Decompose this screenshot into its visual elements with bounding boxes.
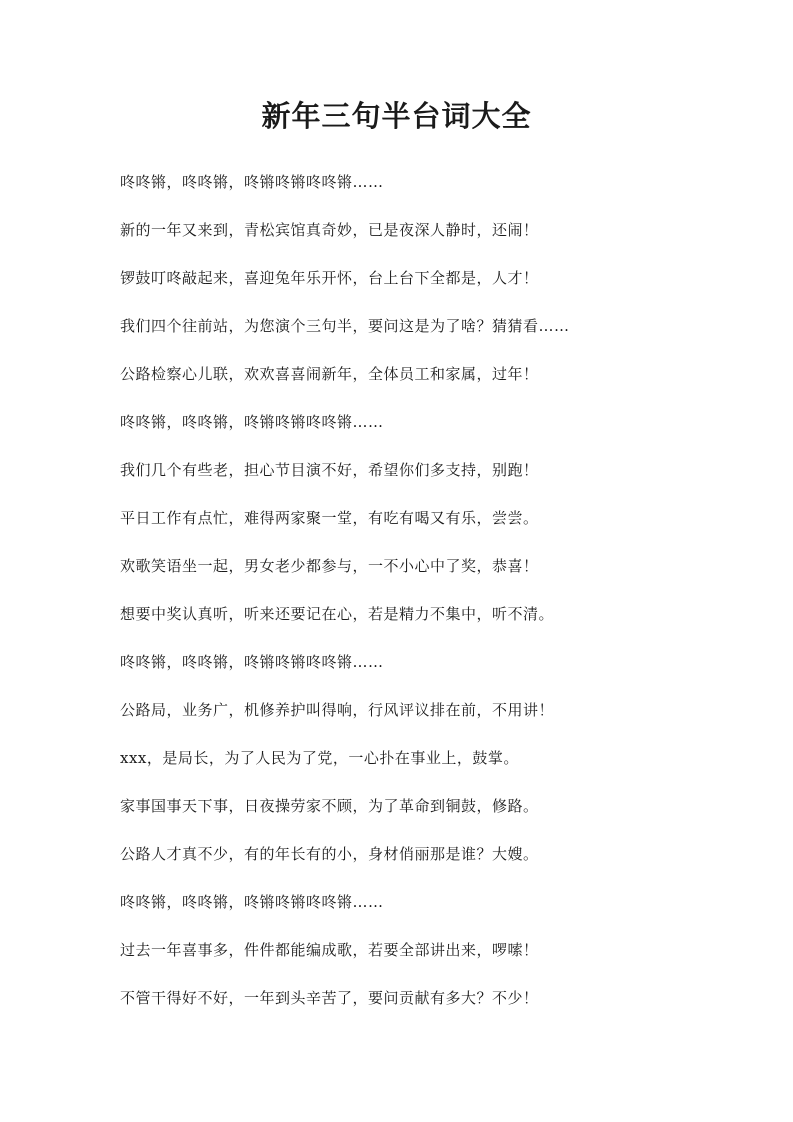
text-line: 咚咚锵，咚咚锵，咚锵咚锵咚咚锵…… bbox=[120, 653, 384, 671]
text-line: 不管干得好不好，一年到头辛苦了，要问贡献有多大？不少！ bbox=[120, 989, 539, 1007]
text-line: 我们四个往前站，为您演个三句半，要问这是为了啥？猜猜看…… bbox=[120, 317, 570, 335]
text-line: 咚咚锵，咚咚锵，咚锵咚锵咚咚锵…… bbox=[120, 893, 384, 911]
text-line: 想要中奖认真听，听来还要记在心，若是精力不集中，听不清。 bbox=[120, 605, 555, 623]
document-title: 新年三句半台词大全 bbox=[261, 99, 532, 133]
text-line: xxx，是局长，为了人民为了党，一心扑在事业上，鼓掌。 bbox=[120, 749, 519, 767]
text-line: 公路检察心儿联，欢欢喜喜闹新年，全体员工和家属，过年！ bbox=[120, 365, 539, 383]
text-line: 锣鼓叮咚敲起来，喜迎兔年乐开怀，台上台下全都是，人才！ bbox=[120, 269, 539, 287]
text-line: 过去一年喜事多，件件都能编成歌，若要全部讲出来，啰嗦！ bbox=[120, 941, 539, 959]
document-body bbox=[120, 170, 680, 1034]
text-line: 咚咚锵，咚咚锵，咚锵咚锵咚咚锵…… bbox=[120, 173, 384, 191]
text-line: 新的一年又来到，青松宾馆真奇妙，已是夜深人静时，还闹！ bbox=[120, 221, 539, 239]
text-line: 咚咚锵，咚咚锵，咚锵咚锵咚咚锵…… bbox=[120, 413, 384, 431]
text-line: 欢歌笑语坐一起，男女老少都参与，一不小心中了奖，恭喜！ bbox=[120, 557, 539, 575]
text-line: 公路局，业务广，机修养护叫得响，行风评议排在前，不用讲！ bbox=[120, 701, 555, 719]
text-line: 家事国事天下事，日夜操劳家不顾，为了革命到铜鼓，修路。 bbox=[120, 797, 539, 815]
text-line: 平日工作有点忙，难得两家聚一堂，有吃有喝又有乐，尝尝。 bbox=[120, 509, 539, 527]
text-line: 公路人才真不少，有的年长有的小，身材俏丽那是谁？大嫂。 bbox=[120, 845, 539, 863]
text-line: 我们几个有些老，担心节目演不好，希望你们多支持，别跑！ bbox=[120, 461, 539, 479]
